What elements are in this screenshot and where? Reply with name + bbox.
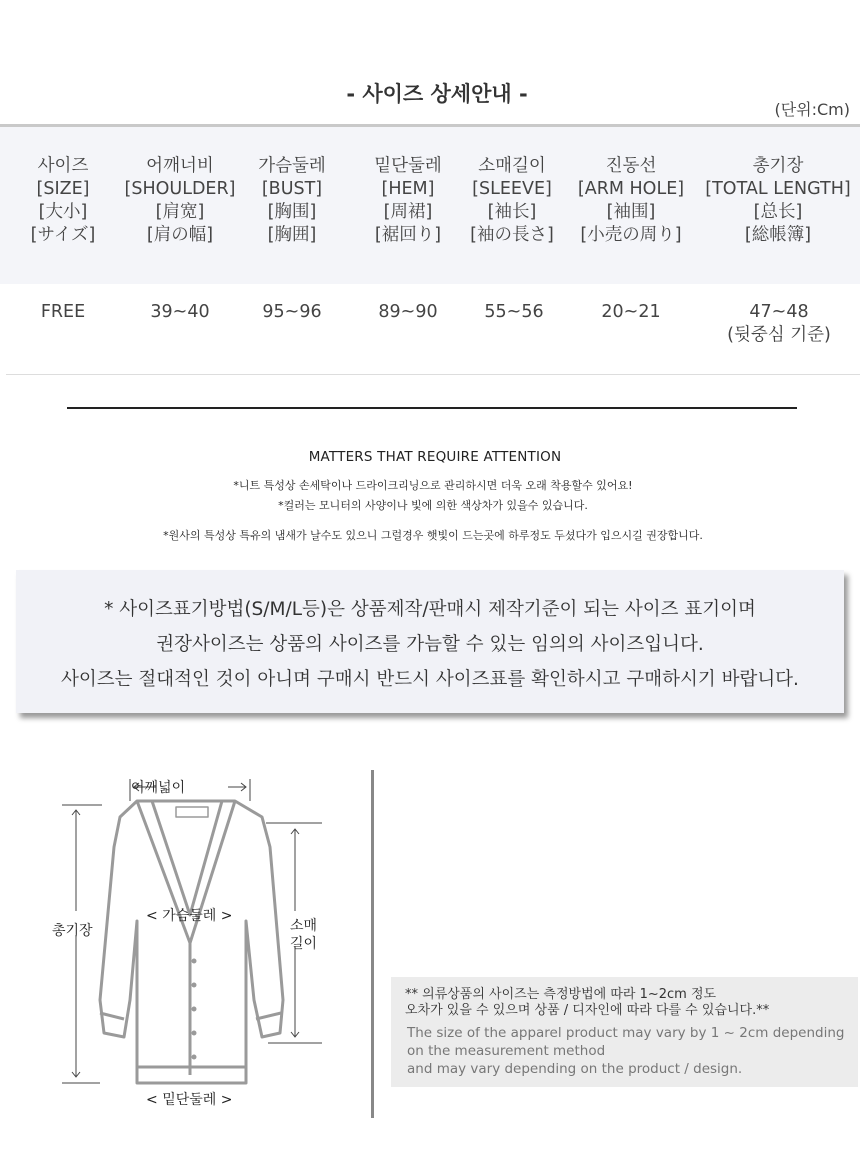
cell-sleeve: 55~56 xyxy=(484,302,544,322)
attention-line-3: *원사의 특성상 특유의 냄새가 날수도 있으니 그럴경우 햇빛이 드는곳에 하루정도 두셨다가 입으시길 권장합니다. xyxy=(163,529,703,542)
note-ko-line-2: 오차가 있을 수 있으며 상품 / 디자인에 따라 다를 수 있습니다.** xyxy=(405,1003,770,1018)
divider xyxy=(67,407,797,409)
note-en-line-3: and may vary depending on the product / design. xyxy=(407,1061,743,1077)
cardigan-diagram xyxy=(40,765,340,1120)
size-notice-line-1: * 사이즈표기방법(S/M/L등)은 상품제작/판매시 제작기준이 되는 사이즈 표기이며 xyxy=(104,599,756,620)
cell-hem: 89~90 xyxy=(378,302,438,322)
cell-shoulder: 39~40 xyxy=(150,302,210,322)
label-shoulder: 어깨넓이 xyxy=(131,780,186,796)
cell-bust: 95~96 xyxy=(262,302,322,322)
size-notice-box xyxy=(16,570,844,713)
label-sleeve: 소매 길이 xyxy=(290,918,318,952)
note-en-line-1: The size of the apparel product may vary by 1 ~ 2cm depending xyxy=(407,1025,845,1041)
label-hem: < 밑단둘레 > xyxy=(146,1092,233,1108)
header-shoulder: 어깨너비 [SHOULDER] [肩宽] [肩の幅] xyxy=(124,156,236,245)
cell-size: FREE xyxy=(40,302,86,322)
size-notice-line-3: 사이즈는 절대적인 것이 아니며 구매시 반드시 사이즈표를 확인하시고 구매하시기 바랍니다. xyxy=(61,669,799,690)
header-armhole: 진동선 [ARM HOLE] [袖围] [小売の周り] xyxy=(577,156,685,245)
header-total-length: 총기장 [TOTAL LENGTH] [总长] [総帳簿] xyxy=(705,156,851,245)
attention-line-2: *컬러는 모니터의 사양이나 빛에 의한 색상차가 있을수 있습니다. xyxy=(278,499,588,512)
page-title: - 사이즈 상세안내 - xyxy=(346,82,528,106)
attention-line-1: *니트 특성상 손세탁이나 드라이크리닝으로 관리하시면 더욱 오래 착용할수 있어요! xyxy=(233,479,633,492)
header-hem: 밑단둘레 [HEM] [周裙] [裾回り] xyxy=(374,156,442,245)
attention-title: MATTERS THAT REQUIRE ATTENTION xyxy=(308,449,562,465)
cell-armhole: 20~21 xyxy=(601,302,661,322)
measurement-note xyxy=(391,977,858,1087)
size-table xyxy=(0,124,860,375)
table-row xyxy=(6,284,860,375)
label-bust: < 가슴둘레 > xyxy=(146,908,233,924)
header-sleeve: 소매길이 [SLEEVE] [袖长] [袖の長さ] xyxy=(470,156,554,245)
header-bust: 가슴둘레 [BUST] [胸围] [胸囲] xyxy=(258,156,326,245)
cell-total-length: 47~48 (뒷중심 기준) xyxy=(727,302,831,345)
note-ko-line-1: ** 의류상품의 사이즈는 측정방법에 따라 1~2cm 정도 xyxy=(405,987,717,1002)
size-notice-line-2: 권장사이즈는 상품의 사이즈를 가늠할 수 있는 임의의 사이즈입니다. xyxy=(156,634,704,655)
table-header xyxy=(0,124,860,284)
vertical-divider xyxy=(371,770,374,1118)
note-en-line-2: on the measurement method xyxy=(407,1043,606,1059)
label-length: 총기장 xyxy=(52,923,93,939)
unit-label: (단위:Cm) xyxy=(774,100,850,119)
header-size: 사이즈 [SIZE] [大小] [サイズ] xyxy=(30,156,96,245)
